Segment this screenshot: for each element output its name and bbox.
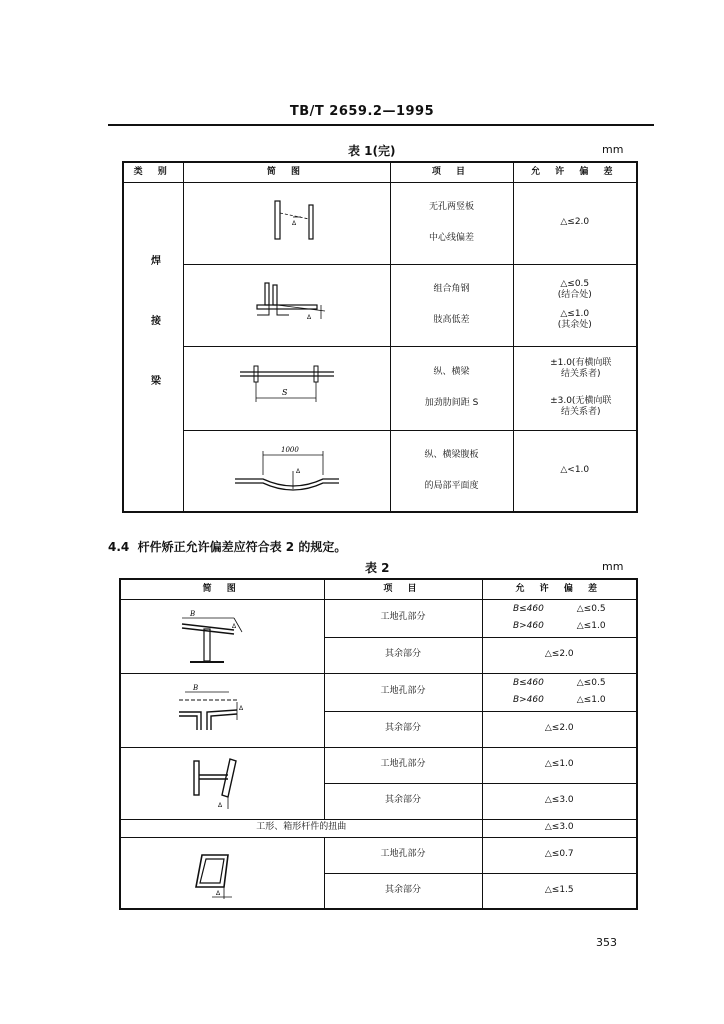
t2-tol-8: △≤0.7 — [482, 837, 637, 873]
table2-unit: mm — [602, 560, 624, 573]
t2-item-6: 其余部分 — [324, 783, 482, 819]
t2-twist-label: 工形、箱形杆件的扭曲 — [120, 819, 482, 837]
t1-item-4 — [390, 430, 513, 512]
t2-tol-1a-cond: B≤460 — [512, 603, 544, 614]
t2-tol-3b-cond: B>460 — [512, 695, 544, 705]
svg-text:Δ: Δ — [295, 467, 300, 475]
t1-diagram-2 — [183, 264, 390, 346]
angle-steel-diagram — [237, 275, 337, 335]
stiffener-spacing-diagram — [232, 358, 342, 418]
t1-category: 焊接梁 — [148, 254, 160, 435]
table-1 — [122, 161, 638, 513]
t1-tol-2 — [513, 264, 637, 346]
t2-tol-2: △≤2.0 — [482, 637, 637, 673]
t2-item-3: 工地孔部分 — [324, 673, 482, 711]
header-rule — [108, 124, 654, 126]
t2-tol-1 — [482, 599, 637, 637]
t2-diagram-2 — [120, 673, 324, 747]
t1-tol-4: △<1.0 — [513, 430, 637, 512]
t2-diagram-4 — [120, 837, 324, 909]
t2-header-tolerance: 允 许 偏 差 — [482, 579, 637, 599]
t2-tol-4: △≤2.0 — [482, 711, 637, 747]
b-label-2: B — [193, 684, 199, 692]
t1-header-diagram: 简 图 — [183, 162, 390, 182]
t1-tol-2b: △≤1.0 — [560, 309, 590, 319]
t2-header-item: 项 目 — [324, 579, 482, 599]
box-twist-diagram — [172, 841, 272, 905]
t2-diagram-3 — [120, 747, 324, 819]
box-member-diagram — [167, 680, 277, 740]
t1-item-4b: 的局部平面度 — [424, 480, 479, 491]
t1-tol-3b: ±3.0(无横向联 — [550, 396, 612, 406]
length-dimension-label: 1000 — [280, 445, 299, 454]
t2-tol-3a-row — [483, 678, 637, 689]
delta-label-1: Δ — [232, 623, 237, 630]
t2-tol-5: △≤1.0 — [482, 747, 637, 783]
t2-item-9: 其余部分 — [324, 873, 482, 909]
t2-tol-1b-cond: B>460 — [512, 621, 544, 631]
t1-category-cell — [123, 182, 183, 512]
i-beam-diagram — [162, 604, 282, 668]
t2-tol-6: △≤3.0 — [482, 783, 637, 819]
delta-label-2: Δ — [239, 705, 244, 712]
t1-tol-3a-note: 结关系者) — [560, 368, 601, 379]
flange-tilt-diagram — [172, 751, 272, 815]
table-2 — [119, 578, 638, 910]
standard-header: TB/T 2659.2—1995 — [289, 104, 435, 119]
t2-tol-7: △≤3.0 — [482, 819, 637, 837]
table2-caption: 表 2 — [365, 561, 390, 575]
b-label-1: B — [190, 610, 196, 618]
t2-tol-1a-row — [483, 604, 637, 615]
t1-tol-3b-note: 结关系者) — [560, 407, 601, 418]
delta-label-3: Δ — [218, 802, 223, 809]
t2-tol-9: △≤1.5 — [482, 873, 637, 909]
s-dimension-label: S — [281, 388, 287, 397]
t1-diagram-3 — [183, 346, 390, 430]
t1-header-tolerance: 允 许 偏 差 — [513, 162, 637, 182]
t2-item-5: 工地孔部分 — [324, 747, 482, 783]
t1-diagram-1 — [183, 182, 390, 264]
t2-header-diagram: 简 图 — [120, 579, 324, 599]
t1-item-3b: 加劲肋间距 S — [424, 398, 479, 408]
t2-item-2: 其余部分 — [324, 637, 482, 673]
t2-tol-1b-val: △≤1.0 — [576, 621, 606, 631]
t1-item-4a: 纵、横梁腹板 — [424, 449, 479, 460]
t2-tol-3b-val: △≤1.0 — [576, 695, 606, 705]
web-flatness-diagram — [227, 441, 347, 501]
table1-unit: mm — [602, 143, 624, 156]
t1-item-1a: 无孔两竖板 — [428, 201, 474, 212]
t1-tol-2b-note: (其余处) — [557, 320, 592, 331]
t2-tol-1a-val: △≤0.5 — [576, 603, 606, 614]
delta-label-4: Δ — [216, 889, 221, 897]
svg-text:Δ: Δ — [306, 314, 311, 321]
t2-item-4: 其余部分 — [324, 711, 482, 747]
twin-plate-diagram — [237, 193, 337, 253]
t2-item-1: 工地孔部分 — [324, 599, 482, 637]
t2-tol-3 — [482, 673, 637, 711]
t2-tol-3b-row — [483, 695, 637, 706]
t1-tol-3a: ±1.0(有横向联 — [550, 357, 612, 368]
t1-tol-1: △≤2.0 — [513, 182, 637, 264]
t1-item-2b: 肢高低差 — [433, 315, 470, 325]
t1-item-1 — [390, 182, 513, 264]
t2-tol-1b-row — [483, 621, 637, 632]
t1-header-category: 类 别 — [123, 162, 183, 182]
svg-text:Δ: Δ — [291, 220, 296, 227]
t1-tol-3 — [513, 346, 637, 430]
section-paragraph — [108, 538, 346, 555]
t1-diagram-4 — [183, 430, 390, 512]
t1-tol-2a-note: (结合处) — [557, 289, 592, 300]
t2-tol-3a-cond: B≤460 — [512, 677, 544, 688]
t2-item-8: 工地孔部分 — [324, 837, 482, 873]
t1-item-3a: 纵、横梁 — [433, 366, 470, 377]
section-text: 杆件矫正允许偏差应符合表 2 的规定。 — [137, 540, 347, 554]
t2-diagram-1 — [120, 599, 324, 673]
t1-item-1b: 中心线偏差 — [428, 233, 474, 243]
t1-tol-2a: △≤0.5 — [560, 278, 590, 289]
t1-item-3 — [390, 346, 513, 430]
t1-item-2 — [390, 264, 513, 346]
t1-item-2a: 组合角钢 — [433, 283, 470, 294]
page-number: 353 — [596, 936, 617, 949]
t2-tol-3a-val: △≤0.5 — [576, 677, 606, 688]
table1-caption: 表 1(完) — [348, 144, 396, 158]
t1-header-item: 项 目 — [390, 162, 513, 182]
section-number: 4.4 — [108, 540, 130, 554]
